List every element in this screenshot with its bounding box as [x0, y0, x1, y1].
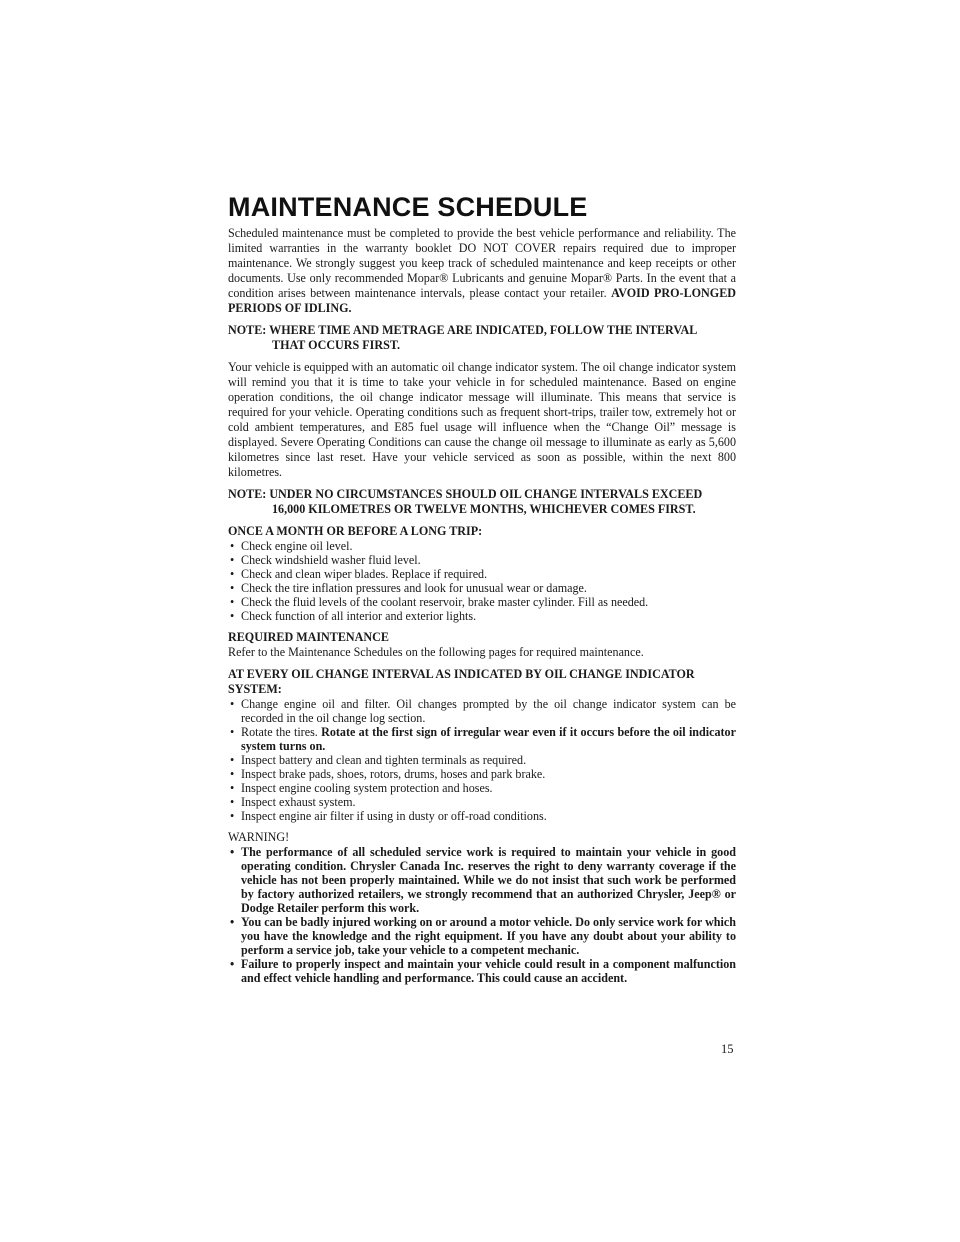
page-title: MAINTENANCE SCHEDULE [228, 192, 588, 222]
note1-line2: THAT OCCURS FIRST. [272, 338, 401, 352]
page-content [228, 192, 736, 985]
warning-list [228, 845, 736, 985]
note2-line1: NOTE: UNDER NO CIRCUMSTANCES SHOULD OIL CHANGE INTERVALS EXCEED [228, 487, 703, 501]
list-item-text: Inspect battery and clean and tighten terminals as required. [241, 753, 527, 767]
intro-text: Scheduled maintenance must be completed to provide the best vehicle performance and reliability. The limited warranties in the warranty booklet DO NOT COVER repairs required due to improper maintenance. We strongly suggest you keep track of scheduled maintenance and keep receipts or other documents. Use only recommended Mopar® Lubricants and genuine Mopar® Parts. In the event that a condition arises between maintenance intervals, please contact your retailer. [228, 226, 736, 300]
bullet-icon: • [230, 767, 235, 781]
list-item-text: The performance of all scheduled service work is required to maintain your vehicle in good operating condition. Chrysler Canada Inc. reserves the right to deny warranty coverage if the vehicle has not been properly maintained. While we do not insist that such work be performed by factory authorized retailers, we strongly recommend that an authorized Chrysler, Jeep® or Dodge Retailer perform this work. [241, 845, 736, 915]
note-time-metrage [228, 323, 736, 353]
list-item-text: Check the fluid levels of the coolant reservoir, brake master cylinder. Fill as needed. [241, 595, 649, 609]
list-item [228, 957, 736, 985]
list-item [228, 795, 736, 809]
bullet-icon: • [230, 609, 235, 623]
note-oil-interval [228, 487, 736, 517]
list-item-text: Inspect engine cooling system protection and hoses. [241, 781, 493, 795]
bullet-icon: • [230, 567, 235, 581]
bullet-icon: • [230, 581, 235, 595]
list-item [228, 595, 736, 609]
bullet-icon: • [230, 753, 235, 767]
list-item-text: Inspect exhaust system. [241, 795, 356, 809]
intro-paragraph [228, 226, 736, 316]
note1-line1: NOTE: WHERE TIME AND METRAGE ARE INDICATED, FOLLOW THE INTERVAL [228, 323, 698, 337]
bullet-icon: • [230, 595, 235, 609]
list-item-text: Check and clean wiper blades. Replace if required. [241, 567, 488, 581]
required-heading: REQUIRED MAINTENANCE [228, 630, 389, 644]
list-item-text: You can be badly injured working on or around a motor vehicle. Do only service work for which you have the knowledge and the right equipment. If you have any doubt about your ability to perform a service job, take your vehicle to a competent mechanic. [241, 915, 736, 957]
bullet-icon: • [230, 915, 235, 929]
list-item [228, 553, 736, 567]
warning-heading: WARNING! [228, 830, 290, 844]
page-number: 15 [721, 1042, 734, 1056]
list-item-text: Failure to properly inspect and maintain your vehicle could result in a component malfunction and effect vehicle handling and performance. This could cause an accident. [241, 957, 736, 985]
oil-indicator-paragraph: Your vehicle is equipped with an automatic oil change indicator system. The oil change indicator system will remind you that it is time to take your vehicle in for scheduled maintenance. Based on engine operation conditions, the oil change indicator message will illuminate. This means that service is required for your vehicle. Operating conditions such as frequent short-trips, trailer tow, extremely hot or cold ambient temperatures, and E85 fuel usage will influence when the “Change Oil” message is displayed. Severe Operating Conditions can cause the change oil message to illuminate as early as 5,600 kilometres since last reset. Have your vehicle serviced as soon as possible, within the next 800 kilometres. [228, 360, 736, 479]
list-item [228, 781, 736, 795]
oil-change-list [228, 697, 736, 823]
list-item [228, 809, 736, 823]
intro-bold-text: AVOID PRO-LONGED PERIODS OF IDLING. [228, 286, 736, 315]
monthly-heading: ONCE A MONTH OR BEFORE A LONG TRIP: [228, 524, 483, 538]
required-text: Refer to the Maintenance Schedules on the following pages for required maintenance. [228, 645, 644, 659]
list-item [228, 581, 736, 595]
bullet-icon: • [230, 809, 235, 823]
list-item [228, 609, 736, 623]
list-item [228, 567, 736, 581]
list-item [228, 753, 736, 767]
bullet-icon: • [230, 795, 235, 809]
bullet-icon: • [230, 957, 235, 971]
bullet-icon: • [230, 781, 235, 795]
monthly-list [228, 539, 736, 623]
list-item [228, 539, 736, 553]
note2-line2: 16,000 KILOMETRES OR TWELVE MONTHS, WHICHEVER COMES FIRST. [272, 502, 696, 516]
list-item [228, 767, 736, 781]
list-item-bold-text: Rotate at the first sign of irregular wear even if it occurs before the oil indicator system turns on. [241, 725, 736, 753]
list-item-text: Check windshield washer fluid level. [241, 553, 421, 567]
oil-change-heading: AT EVERY OIL CHANGE INTERVAL AS INDICATED BY OIL CHANGE INDICATOR SYSTEM: [228, 667, 695, 696]
list-item [228, 697, 736, 725]
list-item-text: Rotate the tires. [241, 725, 318, 739]
list-item-text: Change engine oil and filter. Oil changes prompted by the oil change indicator system can be recorded in the oil change log section. [241, 697, 736, 725]
list-item-text: Inspect engine air filter if using in dusty or off-road conditions. [241, 809, 547, 823]
bullet-icon: • [230, 697, 235, 711]
list-item [228, 915, 736, 957]
bullet-icon: • [230, 553, 235, 567]
list-item-text: Check the tire inflation pressures and look for unusual wear or damage. [241, 581, 587, 595]
list-item-text: Check function of all interior and exterior lights. [241, 609, 477, 623]
list-item-text: Check engine oil level. [241, 539, 353, 553]
list-item-text: Inspect brake pads, shoes, rotors, drums, hoses and park brake. [241, 767, 546, 781]
bullet-icon: • [230, 725, 235, 739]
bullet-icon: • [230, 845, 235, 859]
bullet-icon: • [230, 539, 235, 553]
list-item [228, 845, 736, 915]
list-item [228, 725, 736, 753]
